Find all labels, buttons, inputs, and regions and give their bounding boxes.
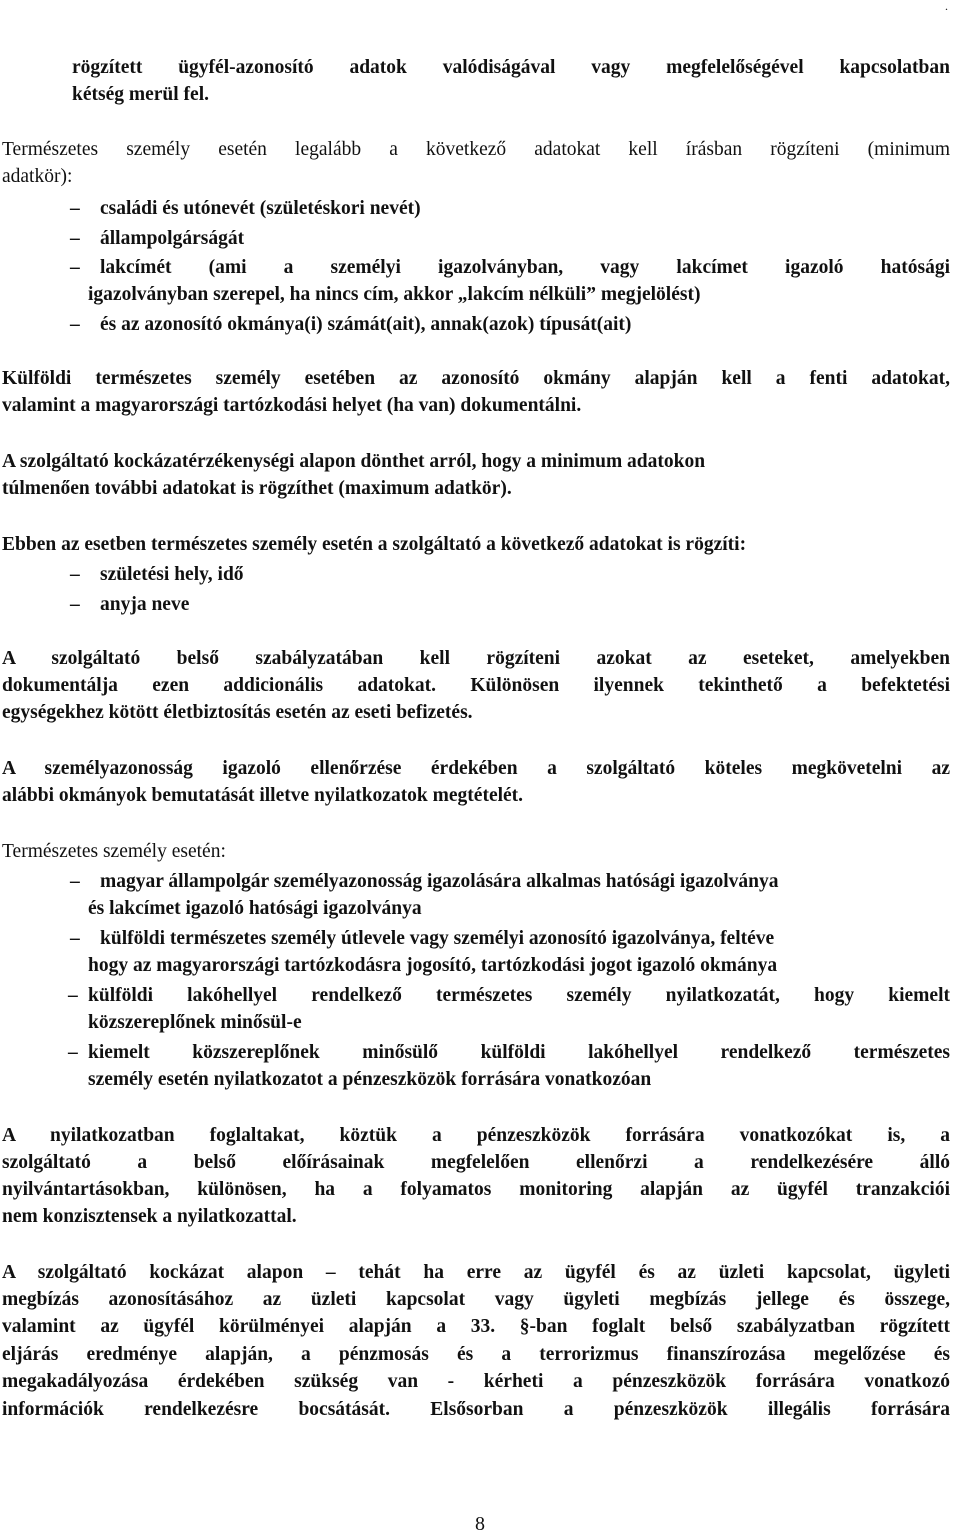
paragraph-line: A személyazonosság igazoló ellenőrzése érdekében a szolgáltató köteles megkövetelni az bbox=[2, 758, 950, 779]
paragraph-line: valamint a magyarországi tartózkodási helyet (ha van) dokumentálni. bbox=[2, 395, 582, 416]
paragraph-line: Természetes személy esetén: bbox=[2, 841, 226, 862]
paragraph-line: A nyilatkozatban foglaltakat, köztük a pénzeszközök forrására vonatkozókat is, a bbox=[2, 1125, 950, 1146]
dash-bullet: – bbox=[70, 198, 80, 219]
paragraph-line: rögzített ügyfél-azonosító adatok valódiságával vagy megfelelőségével kapcsolatban bbox=[72, 57, 950, 78]
paragraph-line: nem konzisztensek a nyilatkozattal. bbox=[2, 1206, 297, 1227]
paragraph-line: Ebben az esetben természetes személy esetén a szolgáltató a következő adatokat is rögzíti: bbox=[2, 534, 747, 555]
dash-bullet: – bbox=[68, 1042, 78, 1063]
list-item: – külföldi természetes személy útlevele vagy személyi azonosító igazolványa, feltéve bbox=[70, 925, 774, 952]
paragraph-line: adatkör): bbox=[2, 166, 73, 187]
paragraph-line: kétség merül fel. bbox=[72, 84, 209, 105]
dash-bullet: – bbox=[70, 314, 80, 335]
paragraph-line: megakadályozása érdekében szükség van - kérheti a pénzeszközök forrására vonatkozó bbox=[2, 1371, 950, 1392]
list-item: – lakcímét (ami a személyi igazolványban, vagy lakcímet igazoló hatósági bbox=[70, 254, 950, 281]
paragraph-line: túlmenően további adatokat is rögzíthet (maximum adatkör). bbox=[2, 478, 512, 499]
list-item-continuation: igazolványban szerepel, ha nincs cím, akkor „lakcím nélküli” megjelölést) bbox=[88, 284, 701, 305]
list-item-continuation: közszereplőnek minősül-e bbox=[88, 1012, 302, 1033]
page-number: 8 bbox=[475, 1513, 485, 1535]
list-item: – külföldi lakóhellyel rendelkező természetes személy nyilatkozatát, hogy kiemelt bbox=[68, 982, 950, 1009]
paragraph-line: eljárás eredménye alapján, a pénzmosás és a terrorizmus finanszírozása megelőzése és bbox=[2, 1344, 950, 1365]
paragraph-line: A szolgáltató belső szabályzatában kell rögzíteni azokat az eseteket, amelyekben bbox=[2, 648, 950, 669]
paragraph-line: A szolgáltató kockázat alapon – tehát ha erre az ügyfél és az üzleti kapcsolat, ügyleti bbox=[2, 1262, 950, 1283]
dash-bullet: – bbox=[70, 257, 80, 278]
list-item: – állampolgárságát bbox=[70, 225, 244, 252]
list-item: – anyja neve bbox=[70, 591, 189, 618]
list-item-continuation: és lakcímet igazoló hatósági igazolványa bbox=[88, 898, 422, 919]
list-item: – családi és utónevét (születéskori nevét) bbox=[70, 195, 421, 222]
list-item: – kiemelt közszereplőnek minősülő külföldi lakóhellyel rendelkező természetes bbox=[68, 1039, 950, 1066]
dash-bullet: – bbox=[70, 594, 80, 615]
dash-bullet: – bbox=[70, 564, 80, 585]
paragraph-line: Külföldi természetes személy esetében az azonosító okmány alapján kell a fenti adatokat, bbox=[2, 368, 950, 389]
paragraph-line: valamint az ügyfél körülményei alapján a 33. §-ban foglalt belső szabályzatban rögzített bbox=[2, 1316, 950, 1337]
paragraph-line: megbízás azonosításához az üzleti kapcsolat vagy ügyleti megbízás jellege és összege, bbox=[2, 1289, 950, 1310]
dash-bullet: – bbox=[70, 928, 80, 949]
paragraph-line: szolgáltató a belső előírásainak megfelelően ellenőrzi a rendelkezésére álló bbox=[2, 1152, 950, 1173]
list-item: – magyar állampolgár személyazonosság igazolására alkalmas hatósági igazolványa bbox=[70, 868, 779, 895]
paragraph-line: egységekhez kötött életbiztosítás esetén az eseti befizetés. bbox=[2, 702, 473, 723]
dash-bullet: – bbox=[68, 985, 78, 1006]
paragraph-line: alábbi okmányok bemutatását illetve nyilatkozatok megtételét. bbox=[2, 785, 524, 806]
dash-bullet: – bbox=[70, 228, 80, 249]
list-item-continuation: személy esetén nyilatkozatot a pénzeszközök forrására vonatkozóan bbox=[88, 1069, 652, 1090]
list-item: – születési hely, idő bbox=[70, 561, 244, 588]
paragraph-line: nyilvántartásokban, különösen, ha a folyamatos monitoring alapján az ügyfél tranzakciói bbox=[2, 1179, 950, 1200]
dash-bullet: – bbox=[70, 871, 80, 892]
corner-mark: . bbox=[945, 0, 948, 13]
paragraph-line: információk rendelkezésre bocsátását. Elsősorban a pénzeszközök illegális forrására bbox=[2, 1399, 950, 1420]
paragraph-line: Természetes személy esetén legalább a következő adatokat kell írásban rögzíteni (minimum bbox=[2, 139, 950, 160]
paragraph-line: A szolgáltató kockázatérzékenységi alapon dönthet arról, hogy a minimum adatokon bbox=[2, 451, 706, 472]
paragraph-line: dokumentálja ezen addicionális adatokat. Különösen ilyennek tekinthető a befektetési bbox=[2, 675, 950, 696]
list-item-continuation: hogy az magyarországi tartózkodásra jogosító, tartózkodási jogot igazoló okmánya bbox=[88, 955, 778, 976]
list-item: – és az azonosító okmánya(i) számát(ait), annak(azok) típusát(ait) bbox=[70, 311, 631, 338]
